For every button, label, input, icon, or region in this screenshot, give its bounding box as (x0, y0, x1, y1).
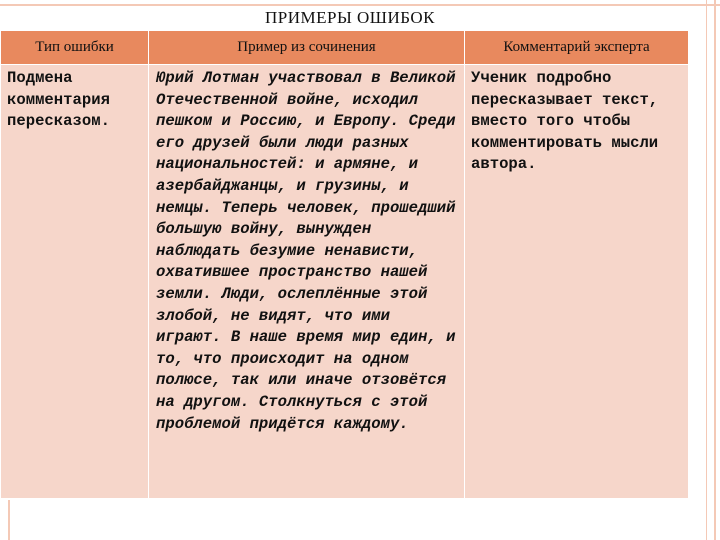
cell-example: Юрий Лотман участвовал в Великой Отечественной войне, исходил пешком и Россию, и Европу. Среди его друзей были люди разных национальностей: и армяне, и азербайджанцы, и грузины, и немцы. Теперь человек, прошедший большую войну, вынужден наблюдать безумие ненависти, охватившее пространство нашей земли. Люди, ослеплённые этой злобой, не видят, что ими играют. В наше время мир един, и то, что происходит на одном полюсе, так или иначе отзовётся на другом. Столкнуться с этой проблемой придётся каждому. (149, 65, 465, 499)
frame-left-accent (8, 500, 10, 540)
header-example: Пример из сочинения (149, 31, 465, 65)
table-header-row (1, 31, 689, 65)
frame-right-line-inner (706, 0, 707, 540)
page-title: ПРИМЕРЫ ОШИБОК (264, 8, 435, 27)
errors-table (0, 30, 689, 499)
frame-top-line (0, 4, 720, 6)
header-expert-comment: Комментарий эксперта (465, 31, 689, 65)
cell-error-type: Подмена комментария пересказом. (1, 65, 149, 499)
frame-right-line (714, 0, 716, 540)
table-row (1, 65, 689, 499)
cell-expert-comment: Ученик подробно пересказывает текст, вместо того чтобы комментировать мысли автора. (465, 65, 689, 499)
header-error-type: Тип ошибки (1, 31, 149, 65)
